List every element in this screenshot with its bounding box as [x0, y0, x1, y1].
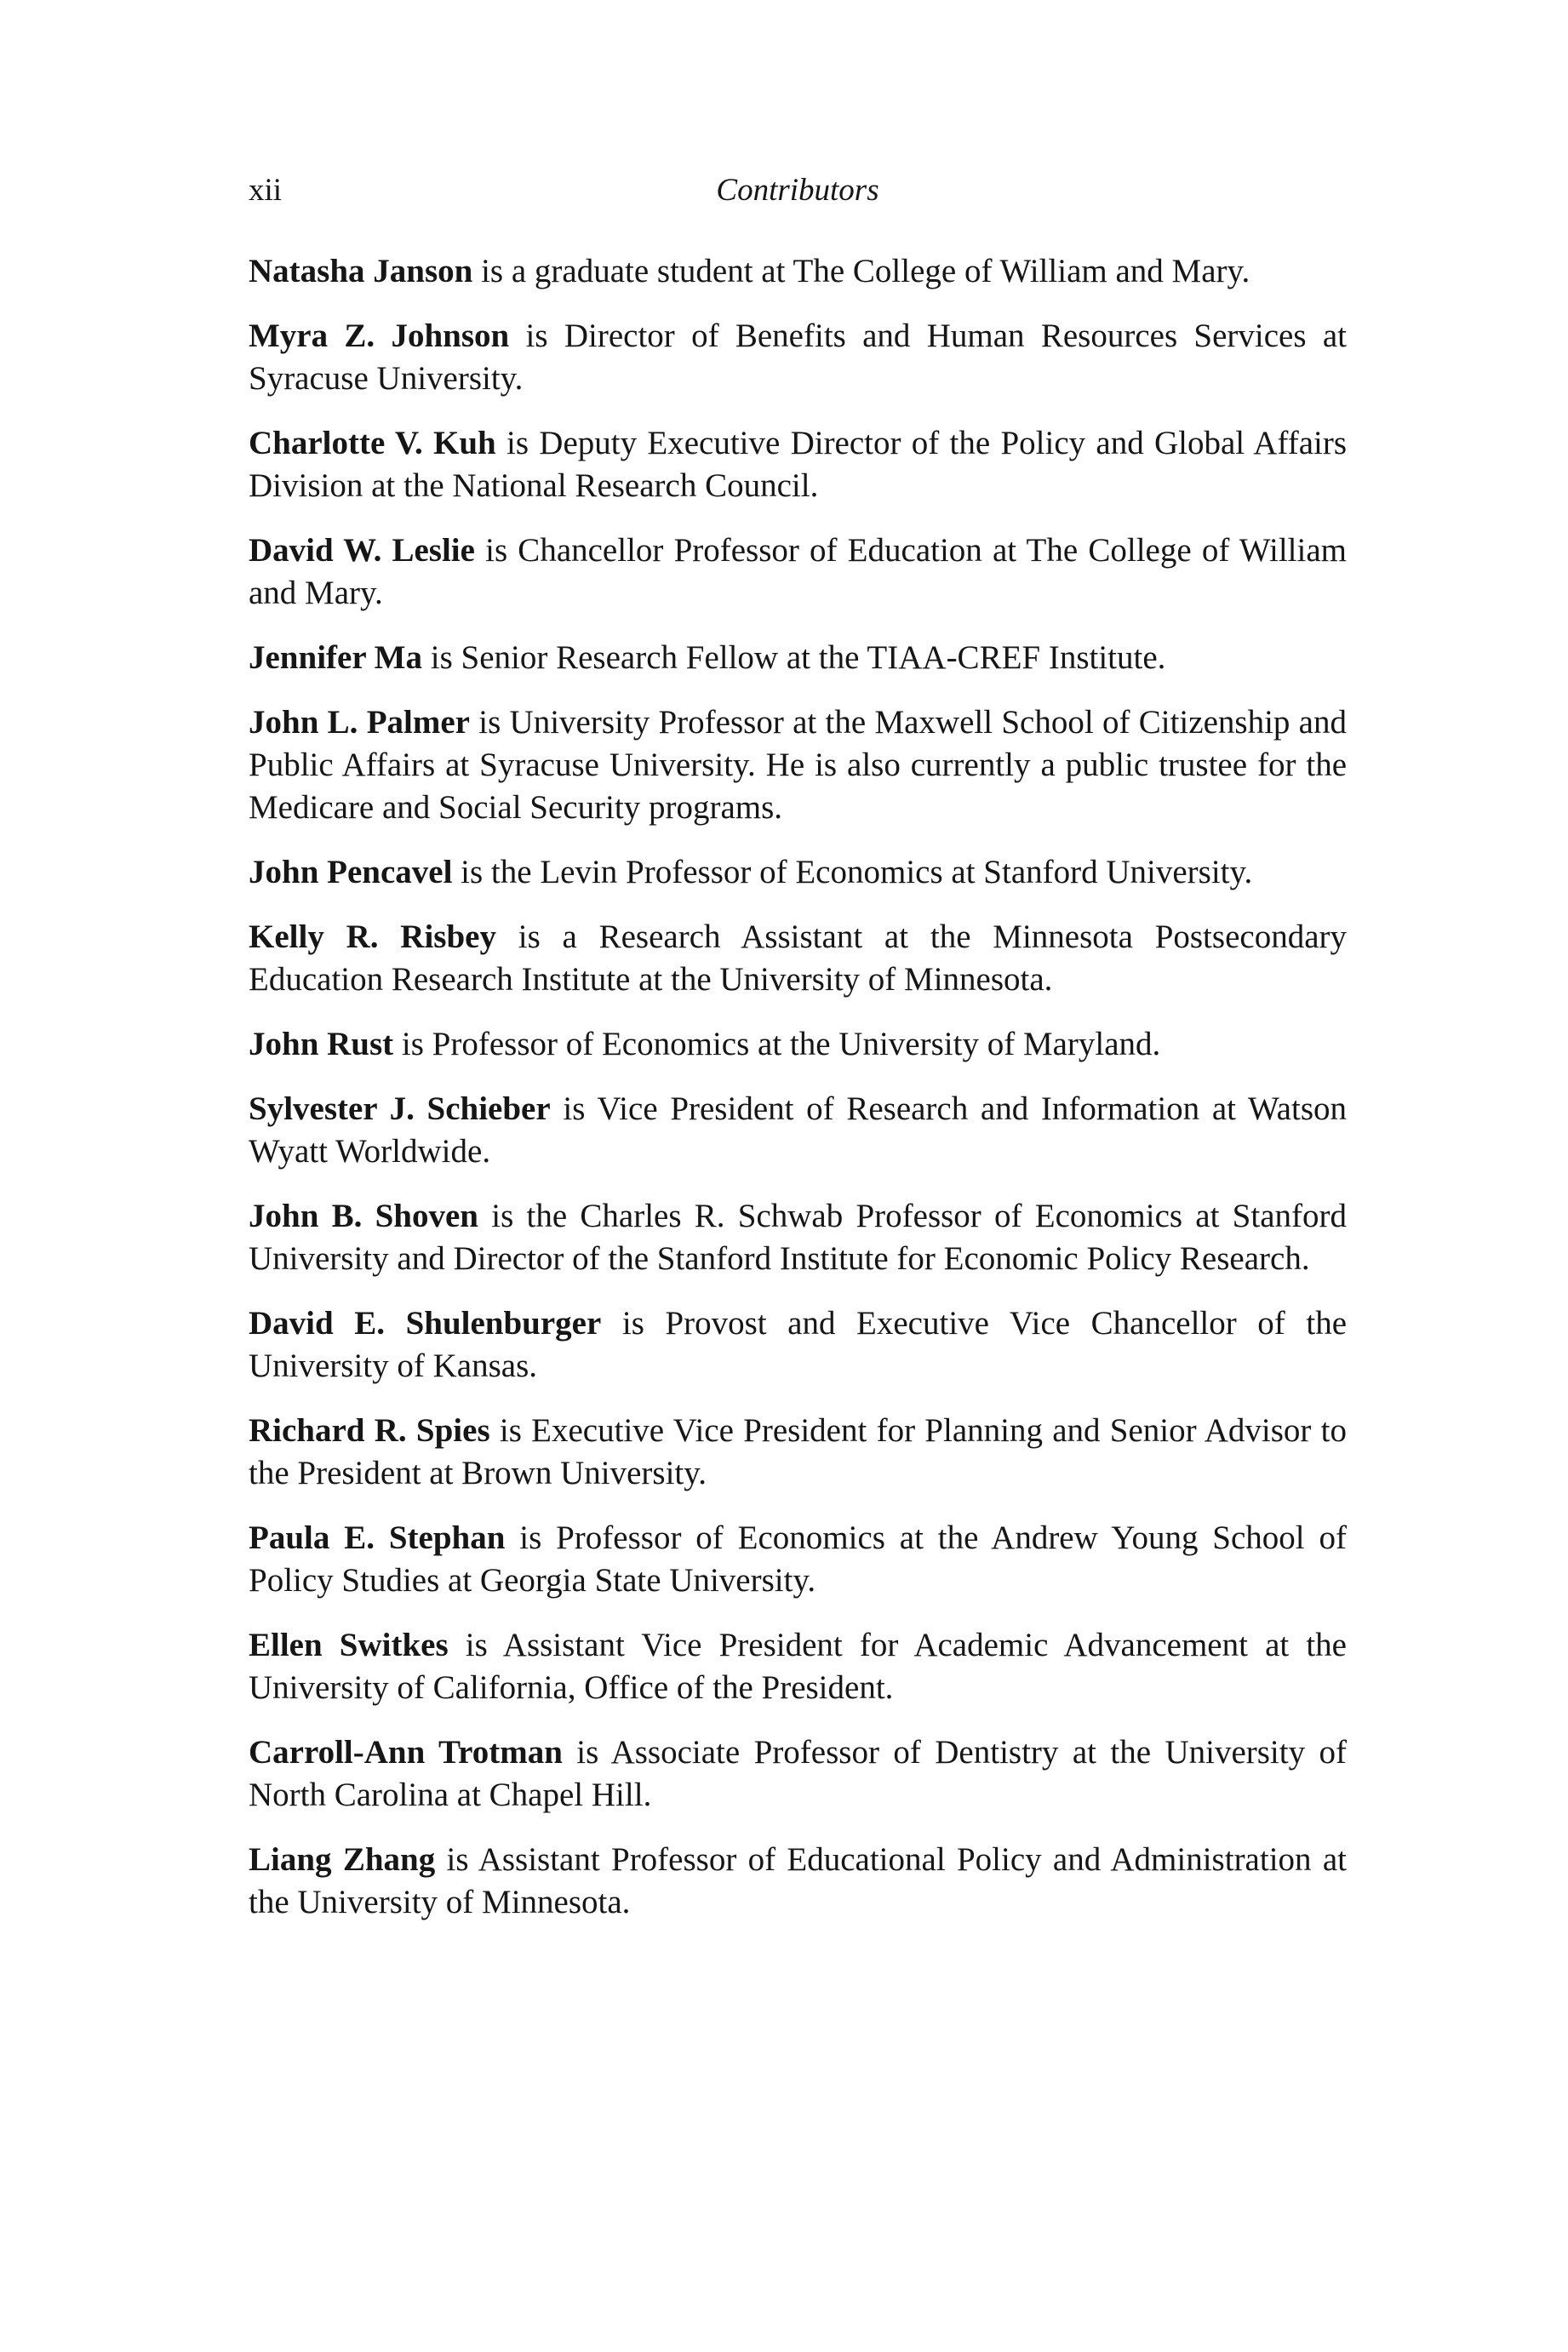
contributor-entry	[249, 315, 1347, 400]
contributor-entry	[249, 1624, 1347, 1709]
contributor-name: David W. Leslie	[249, 532, 475, 569]
page-number: xii	[249, 173, 283, 208]
contributor-name: Richard R. Spies	[249, 1412, 490, 1449]
contributor-name: Myra Z. Johnson	[249, 318, 510, 354]
contributor-bio: is a Research Assistant at the Minnesota Postsecondary Education Research Institute at the University of Minnesota.	[249, 918, 1347, 998]
contributor-entry	[249, 1195, 1347, 1280]
contributor-bio: is Assistant Vice President for Academic Advancement at the University of California, Office of the President.	[249, 1627, 1347, 1706]
contributor-entry	[249, 1088, 1347, 1173]
contributor-name: Kelly R. Risbey	[249, 918, 496, 955]
contributor-bio: is Senior Research Fellow at the TIAA-CREF Institute.	[422, 639, 1166, 676]
contributor-bio: is University Professor at the Maxwell School of Citizenship and Public Affairs at Syracuse University. He is also currently a public trustee for the Medicare and Social Security programs.	[249, 704, 1347, 826]
contributor-bio: is the Charles R. Schwab Professor of Economics at Stanford University and Director of the Stanford Institute for Economic Policy Research.	[249, 1198, 1347, 1277]
contributor-bio: is a graduate student at The College of William and Mary.	[472, 253, 1250, 289]
contributor-entry	[249, 916, 1347, 1001]
contributor-bio: is Provost and Executive Vice Chancellor of the University of Kansas.	[249, 1305, 1348, 1384]
contributor-name: Liang Zhang	[249, 1841, 436, 1878]
running-head	[249, 170, 1347, 211]
contributor-name: Ellen Switkes	[249, 1627, 449, 1663]
contributor-name: Natasha Janson	[249, 253, 473, 289]
contributor-bio: is the Levin Professor of Economics at Stanford University.	[452, 854, 1253, 890]
book-page	[249, 0, 1347, 2352]
contributor-bio: is Executive Vice President for Planning and Senior Advisor to the President at Brown University.	[249, 1412, 1347, 1491]
contributor-entry	[249, 250, 1347, 293]
contributor-bio: is Assistant Professor of Educational Policy and Administration at the University of Minnesota.	[249, 1841, 1347, 1920]
running-title: Contributors	[716, 173, 879, 208]
contributor-bio: is Chancellor Professor of Education at The College of William and Mary.	[249, 532, 1347, 611]
contributor-entry	[249, 422, 1347, 507]
contributor-bio: is Professor of Economics at the Andrew Young School of Policy Studies at Georgia State University.	[249, 1519, 1347, 1599]
contributor-entry	[249, 529, 1347, 615]
contributor-entry	[249, 1302, 1347, 1388]
contributor-name: Sylvester J. Schieber	[249, 1090, 551, 1127]
contributor-bio: is Professor of Economics at the University of Maryland.	[393, 1026, 1161, 1062]
contributor-name: Paula E. Stephan	[249, 1519, 506, 1556]
contributor-name: David E. Shulenburger	[249, 1305, 602, 1342]
contributor-entry	[249, 1731, 1347, 1817]
contributor-name: John Pencavel	[249, 854, 453, 890]
contributor-entry	[249, 1839, 1347, 1924]
contributor-list	[249, 250, 1347, 1946]
contributor-entry	[249, 851, 1347, 894]
contributor-name: John B. Shoven	[249, 1198, 479, 1234]
contributor-bio: is Director of Benefits and Human Resources Services at Syracuse University.	[249, 318, 1347, 397]
contributor-entry	[249, 1410, 1347, 1495]
contributor-bio: is Associate Professor of Dentistry at the University of North Carolina at Chapel Hill.	[249, 1734, 1347, 1813]
contributor-name: Carroll-Ann Trotman	[249, 1734, 563, 1771]
contributor-name: Jennifer Ma	[249, 639, 422, 676]
contributor-name: John Rust	[249, 1026, 394, 1062]
contributor-entry	[249, 1517, 1347, 1602]
contributor-name: John L. Palmer	[249, 704, 470, 741]
contributor-entry	[249, 701, 1347, 829]
contributor-entry	[249, 1023, 1347, 1066]
contributor-bio: is Vice President of Research and Information at Watson Wyatt Worldwide.	[249, 1090, 1347, 1170]
contributor-name: Charlotte V. Kuh	[249, 425, 496, 461]
contributor-bio: is Deputy Executive Director of the Policy and Global Affairs Division at the National Research Council.	[249, 425, 1347, 504]
contributor-entry	[249, 637, 1347, 679]
